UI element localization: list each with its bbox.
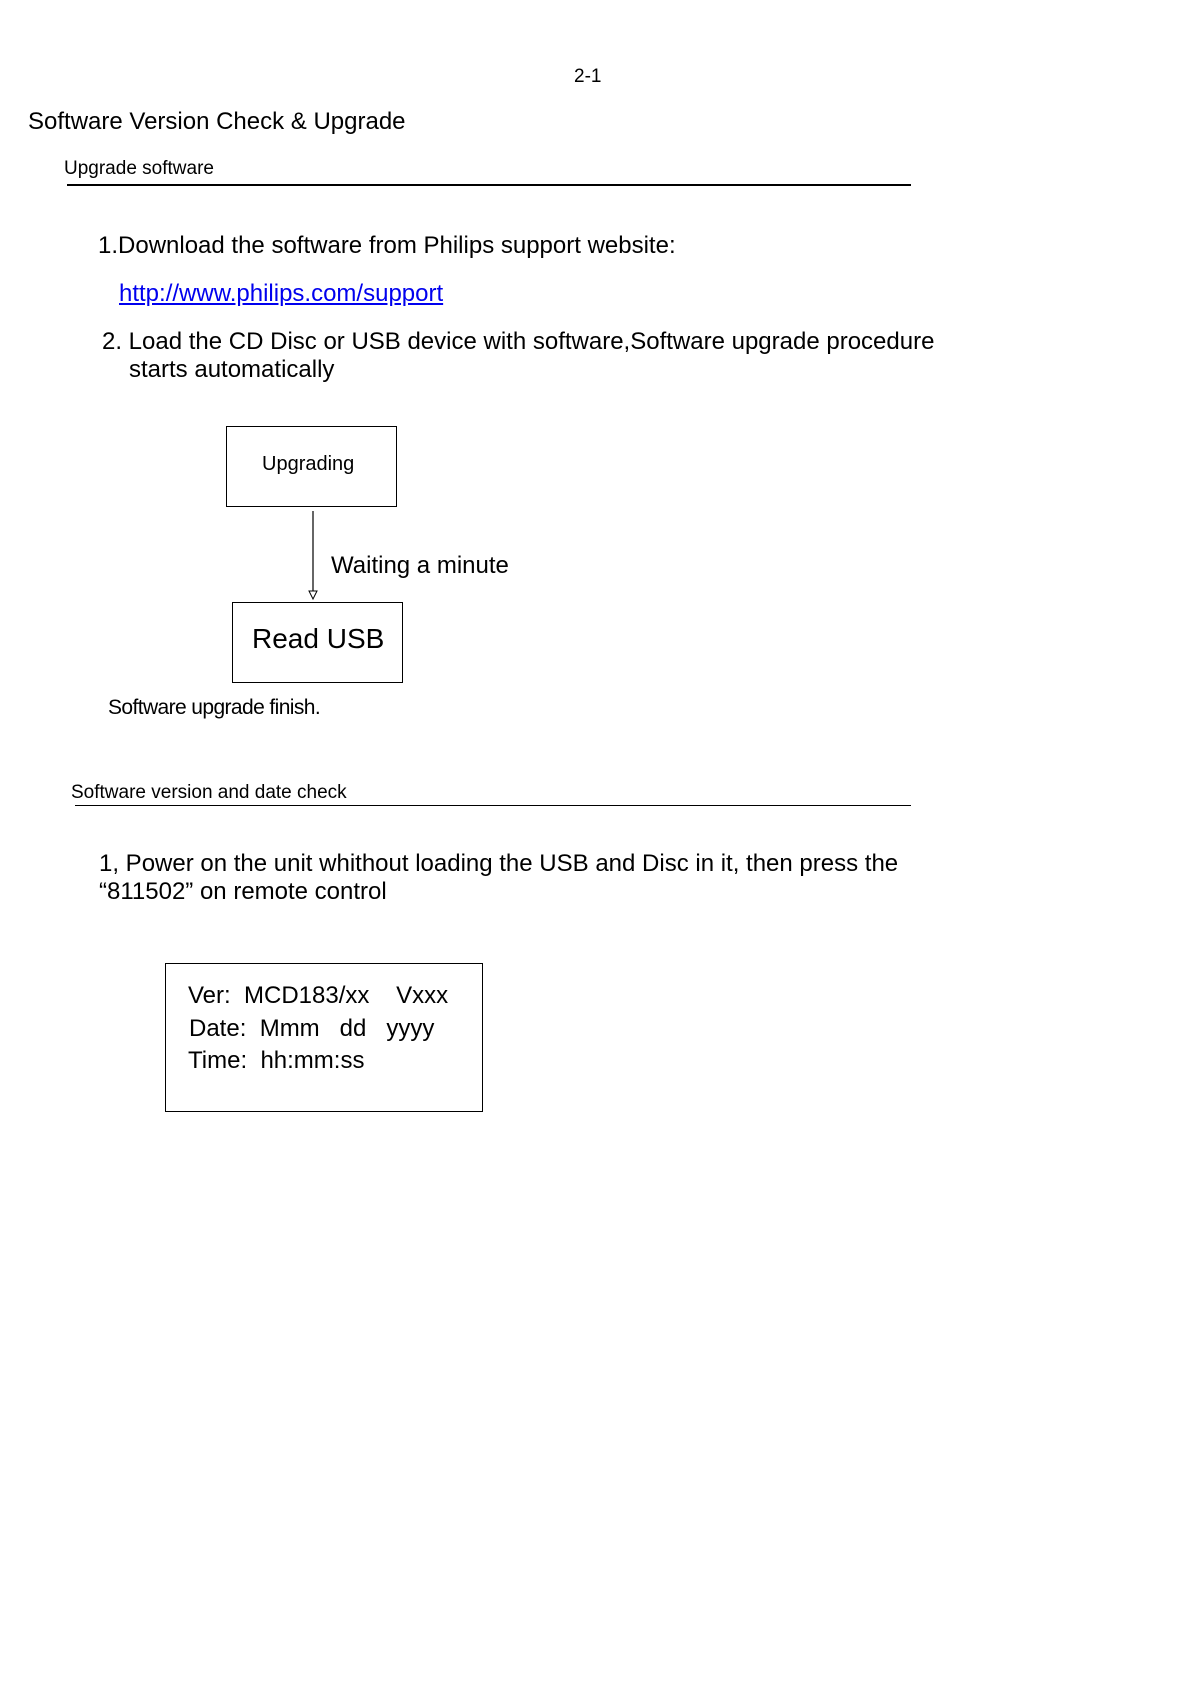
time-line: Time: hh:mm:ss <box>188 1047 365 1074</box>
section-heading-upgrade: Upgrade software <box>64 158 214 179</box>
support-link[interactable]: http://www.philips.com/support <box>119 280 444 307</box>
upgrading-box <box>226 426 397 507</box>
read-usb-box <box>232 602 403 683</box>
date-line: Date: Mmm dd yyyy <box>189 1015 435 1042</box>
version-line: Ver: MCD183/xx Vxxx <box>188 982 449 1009</box>
section-divider <box>67 184 911 186</box>
step-power-line2: “811502” on remote control <box>99 878 387 905</box>
section-heading-version-check: Software version and date check <box>71 782 347 803</box>
waiting-label: Waiting a minute <box>331 552 509 579</box>
finish-note: Software upgrade finish. <box>108 696 321 719</box>
version-display <box>165 963 483 1112</box>
step-load-line2: starts automatically <box>129 356 335 383</box>
step-power-line1: 1, Power on the unit whithout loading the USB and Disc in it, then press the <box>99 850 899 877</box>
upgrading-label: Upgrading <box>262 453 355 475</box>
page-title: Software Version Check & Upgrade <box>28 108 406 135</box>
page-number: 2-1 <box>574 66 602 87</box>
read-usb-label: Read USB <box>252 623 385 654</box>
step-download: 1.Download the software from Philips support website: <box>98 232 676 259</box>
section-divider <box>75 805 911 806</box>
down-arrow-icon <box>307 511 319 601</box>
step-load-line1: 2. Load the CD Disc or USB device with software,Software upgrade procedure <box>102 328 935 355</box>
